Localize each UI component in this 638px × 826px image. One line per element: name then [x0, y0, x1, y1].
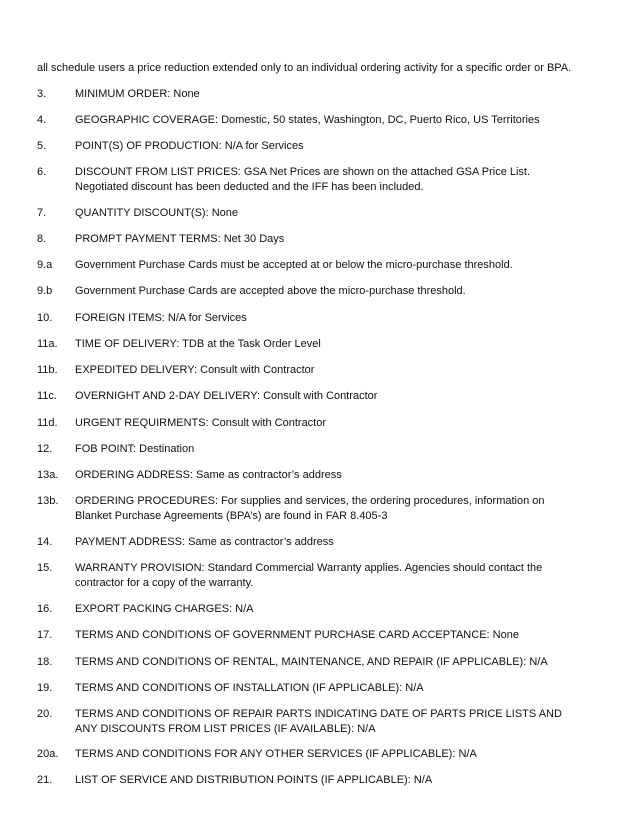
item-number: 8.: [37, 233, 47, 245]
item-number: 13b.: [37, 495, 59, 507]
item-text: EXPEDITED DELIVERY: Consult with Contractor: [75, 364, 315, 376]
item-text: EXPORT PACKING CHARGES: N/A: [75, 603, 254, 615]
item-number: 7.: [37, 207, 47, 219]
item-text: LIST OF SERVICE AND DISTRIBUTION POINTS (IF APPLICABLE): N/A: [75, 774, 433, 786]
item-text: DISCOUNT FROM LIST PRICES: GSA Net Prices are shown on the attached GSA Price List. Negotiated discount has been deducted and the IFF has been included.: [75, 166, 531, 193]
item-number: 3.: [37, 88, 47, 100]
item-number: 9.a: [37, 259, 53, 271]
item-number: 15.: [37, 562, 53, 574]
item-text: GEOGRAPHIC COVERAGE: Domestic, 50 states, Washington, DC, Puerto Rico, US Territories: [75, 114, 540, 126]
item-text: TERMS AND CONDITIONS OF GOVERNMENT PURCHASE CARD ACCEPTANCE: None: [75, 629, 519, 641]
item-number: 14.: [37, 536, 53, 548]
item-number: 21.: [37, 774, 53, 786]
item-number: 11c.: [37, 390, 57, 402]
item-number: 11b.: [37, 364, 58, 376]
item-number: 6.: [37, 166, 47, 178]
item-number: 10.: [37, 312, 53, 324]
item-number: 19.: [37, 682, 53, 694]
item-number: 12.: [37, 443, 53, 455]
item-text: PAYMENT ADDRESS: Same as contractor’s address: [75, 536, 334, 548]
item-number: 20.: [37, 708, 53, 720]
item-text: MINIMUM ORDER: None: [75, 88, 200, 100]
item-text: POINT(S) OF PRODUCTION: N/A for Services: [75, 140, 304, 152]
item-text: TERMS AND CONDITIONS OF RENTAL, MAINTENANCE, AND REPAIR (IF APPLICABLE): N/A: [75, 656, 548, 668]
item-text: URGENT REQUIRMENTS: Consult with Contractor: [75, 417, 327, 429]
item-number: 11a.: [37, 338, 58, 350]
item-text: Government Purchase Cards must be accepted at or below the micro-purchase threshold.: [75, 259, 513, 271]
item-text: FOREIGN ITEMS: N/A for Services: [75, 312, 247, 324]
item-text: PROMPT PAYMENT TERMS: Net 30 Days: [75, 233, 285, 245]
item-number: 20a.: [37, 748, 59, 760]
item-text: TERMS AND CONDITIONS OF INSTALLATION (IF APPLICABLE): N/A: [75, 682, 424, 694]
item-number: 13a.: [37, 469, 59, 481]
item-number: 18.: [37, 656, 53, 668]
intro-paragraph: all schedule users a price reduction extended only to an individual ordering activity for a specific order or BPA.: [37, 62, 572, 74]
item-text: ORDERING PROCEDURES: For supplies and services, the ordering procedures, information on Blanket Purchase Agreements (BPA’s) are found in FAR 8.405-3: [75, 495, 545, 522]
item-text: FOB POINT: Destination: [75, 443, 195, 455]
item-text: OVERNIGHT AND 2-DAY DELIVERY: Consult with Contractor: [75, 390, 378, 402]
item-text: TIME OF DELIVERY: TDB at the Task Order Level: [75, 338, 321, 350]
item-text: QUANTITY DISCOUNT(S): None: [75, 207, 238, 219]
item-number: 9.b: [37, 285, 53, 297]
item-text: WARRANTY PROVISION: Standard Commercial Warranty applies. Agencies should contact the contractor for a copy of the warranty.: [75, 562, 543, 589]
item-number: 4.: [37, 114, 47, 126]
item-text: TERMS AND CONDITIONS FOR ANY OTHER SERVICES (IF APPLICABLE): N/A: [75, 748, 477, 760]
item-number: 17.: [37, 629, 53, 641]
item-number: 11d.: [37, 417, 58, 429]
item-number: 5.: [37, 140, 47, 152]
item-text: Government Purchase Cards are accepted above the micro-purchase threshold.: [75, 285, 466, 297]
item-text: TERMS AND CONDITIONS OF REPAIR PARTS INDICATING DATE OF PARTS PRICE LISTS AND ANY DISCOUNTS FROM LIST PRICES (IF AVAILABLE): N/A: [75, 708, 562, 735]
item-text: ORDERING ADDRESS: Same as contractor’s address: [75, 469, 342, 481]
item-number: 16.: [37, 603, 53, 615]
